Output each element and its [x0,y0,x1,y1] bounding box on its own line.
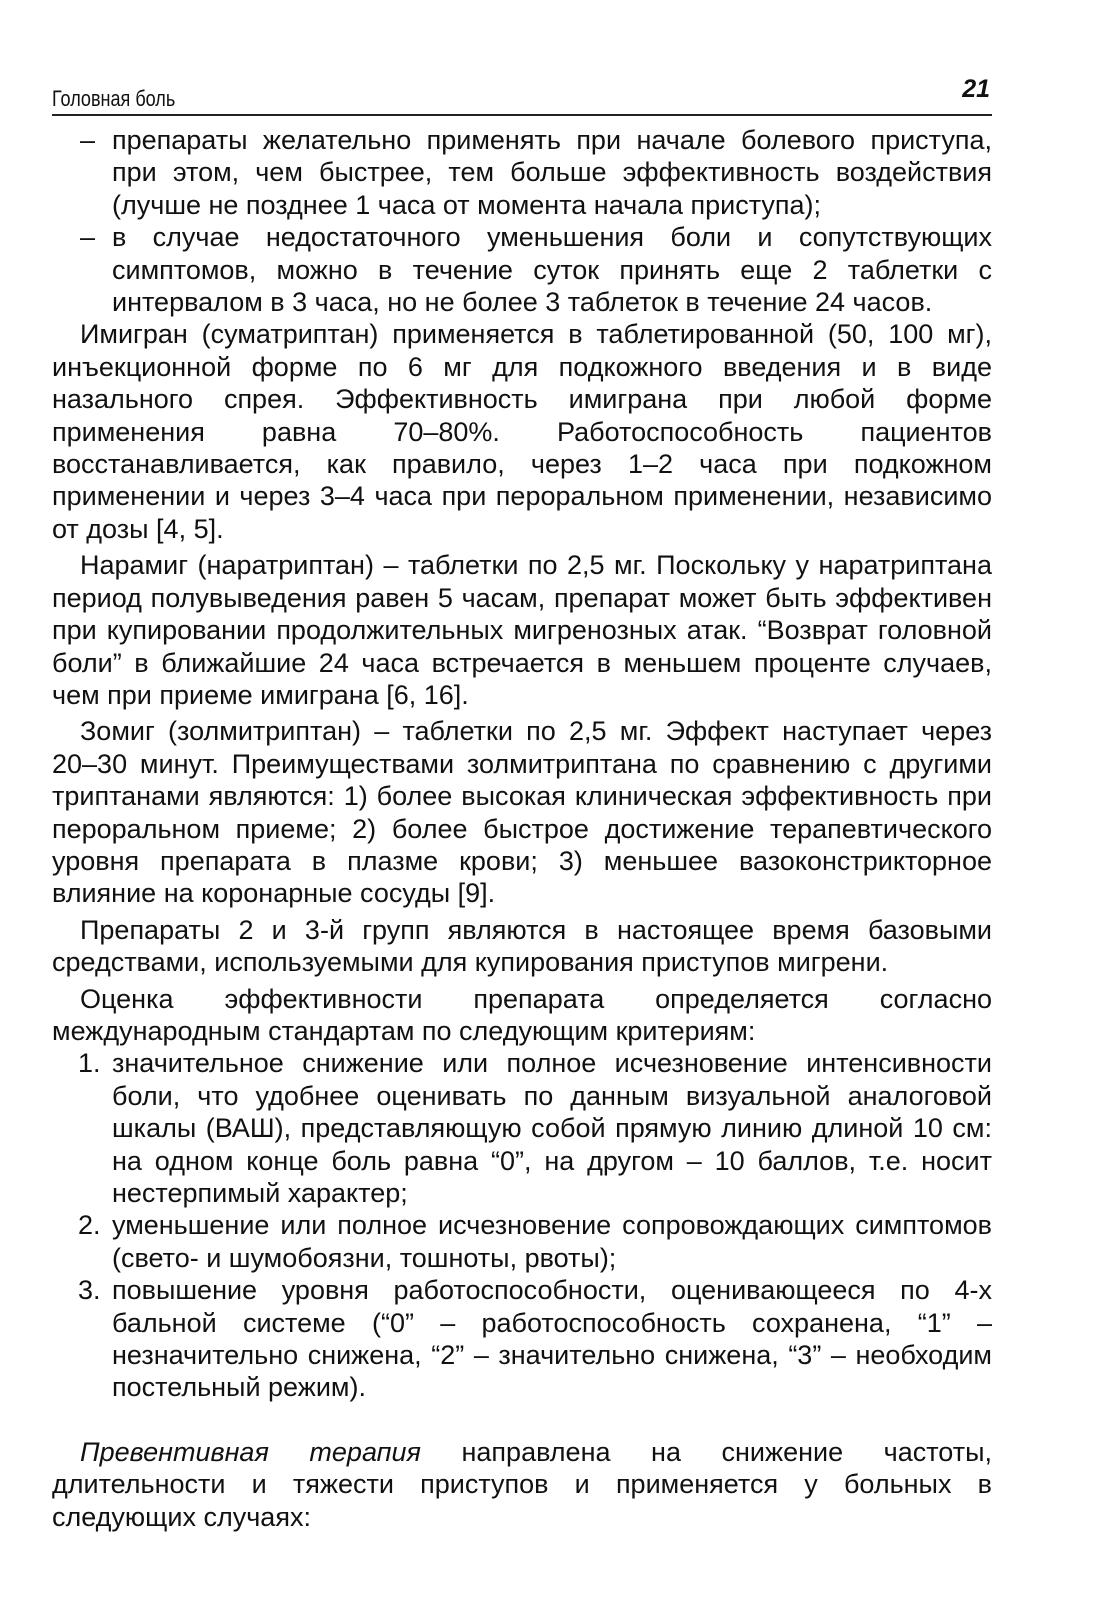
list-item-text: в случае недостаточного уменьшения боли и сопутствующих симптомов, можно в течение суток принять еще 2 таблетки с интервалом в 3 часа, но не более 3 таблеток в течение 24 часов. [112,222,992,318]
list-item-text: препараты желательно применять при начале болевого приступа, при этом, чем быстрее, тем больше эффективность воздействия (лучше не позднее 1 часа от момента начала приступа); [112,125,992,220]
page-body [52,124,992,1533]
paragraph-zomig: Зомиг (золмитриптан) – таблетки по 2,5 мг. Эффект наступает через 20–30 минут. Преимуществами золмитриптана по сравнению с другими триптанами являются: 1) более высокая клиническая эффективность при пероральном приеме; 2) более быстрое достижение терапевтического уровня препарата в плазме крови; 3) меньшее вазоконстрикторное влияние на коронарные сосуды [9]. [52,716,992,909]
list-item [52,1047,992,1209]
emphasis-term: Превентивная терапия [80,1436,421,1467]
paragraph-imigran: Имигран (суматриптан) применяется в таблетированной (50, 100 мг), инъекционной форме по 6 мг для подкожного введения и в виде назального спрея. Эффективность имиграна при любой форме применения равна 70–80%. Работоспособность пациентов восстанавливается, как правило, через 1–2 часа при подкожном применении и через 3–4 часа при пероральном применении, независимо от дозы [4, 5]. [52,319,992,544]
paragraph-evaluation: Оценка эффективности препарата определяется согласно международным стандартам по следующим критериям: [52,983,992,1046]
paragraph-text: направлена на снижение частоты, длительности и тяжести приступов и применяется у больных в следующих случаях: [52,1436,992,1532]
intro-list [52,124,992,318]
list-item [52,221,992,318]
list-marker: – [80,125,96,155]
list-item [52,124,992,221]
paragraph-base-drugs: Препараты 2 и 3-й групп являются в настоящее время базовыми средствами, используемыми для купирования приступов мигрени. [52,914,992,978]
list-item [52,1209,992,1274]
list-marker: 2. [78,1210,101,1241]
criteria-list [52,1047,992,1403]
list-item-text: повышение уровня работоспособности, оценивающееся по 4-х бальной системе (“0” – работоспособность сохранена, “1” – незначительно снижена, “2” – значительно снижена, “3” – необходим постельный режим). [112,1275,992,1403]
list-item-text: уменьшение или полное исчезновение сопровождающих симптомов (свето- и шумобоязни, тошноты, рвоты); [112,1210,992,1273]
document-page [52,68,992,1533]
paragraph-preventive-therapy [52,1436,992,1533]
page-number: 21 [962,75,990,103]
list-marker: 1. [78,1048,101,1079]
list-marker: 3. [78,1275,101,1306]
list-item [52,1274,992,1404]
list-item-text: значительное снижение или полное исчезновение интенсивности боли, что удобнее оценивать по данным визуальной аналоговой шкалы (ВАШ), представляющую собой прямую линию длиной 10 см: на одном конце боль равна “0”, на другом – 10 баллов, т.е. носит нестерпимый характер; [112,1048,992,1208]
page-header [52,68,992,116]
list-marker: – [80,222,96,253]
running-title: Головная боль [52,86,176,111]
paragraph-naramig: Нарамиг (наратриптан) – таблетки по 2,5 мг. Поскольку у наратриптана период полувыведения равен 5 часам, препарат может быть эффективен при купировании продолжительных мигренозных атак. “Возврат головной боли” в ближайшие 24 часа встречается в меньшем проценте случаев, чем при приеме имиграна [6, 16]. [52,550,992,710]
